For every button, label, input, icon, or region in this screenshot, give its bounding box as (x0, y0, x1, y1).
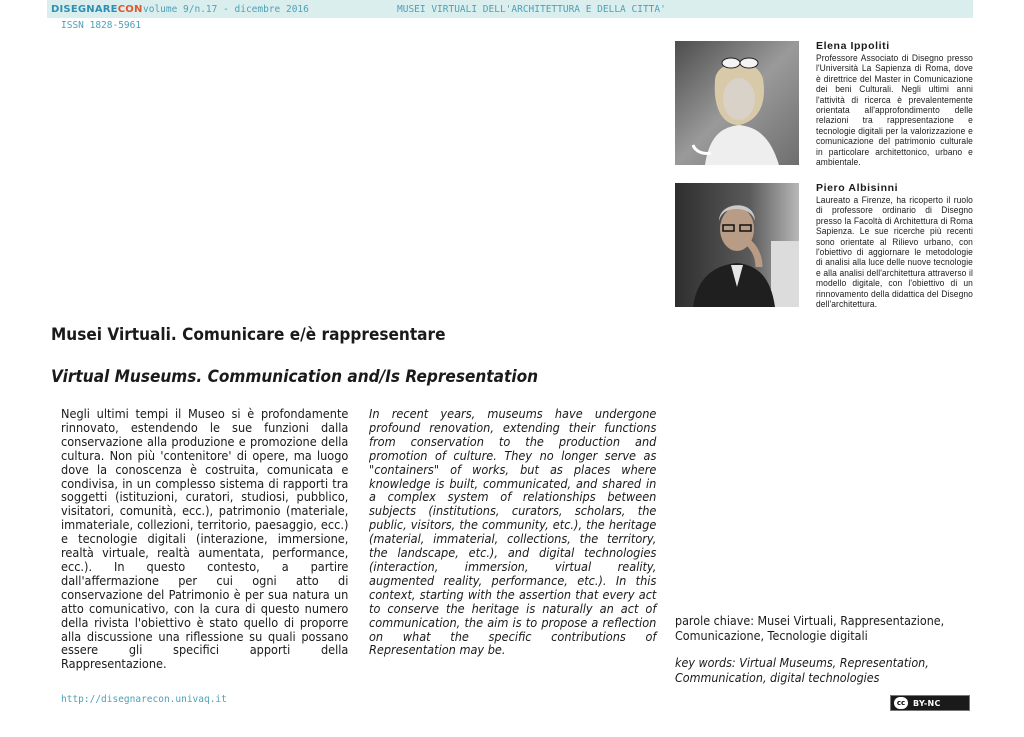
author-name: Piero Albisinni (816, 182, 899, 194)
article-title-italian: Musei Virtuali. Comunicare e/è rappresentare (51, 325, 446, 344)
keywords-italian-text: parole chiave: Musei Virtuali, Rappresentazione, Comunicazione, Tecnologie digitali (675, 614, 945, 643)
author-name: Elena Ippoliti (816, 40, 890, 52)
article-title-english: Virtual Museums. Communication and/Is Representation (51, 367, 539, 386)
author-photo-elena-ippoliti (675, 41, 799, 165)
keywords-english (675, 656, 965, 686)
cc-license-badge[interactable] (890, 695, 970, 711)
creative-commons-icon: cc (894, 697, 908, 709)
abstract-italian (61, 408, 348, 672)
abstract-italian-text: Negli ultimi tempi il Museo si è profondamente rinnovato, estendendo le sue funzioni dalla conservazione alla produzione e promozione della cultura. Non più 'contenitore' di opere, ma luogo dove la conoscenza è costruita, comunicata e condivisa, in un complesso sistema di rapporti tra soggetti (istituzioni, curatori, studiosi, pubblico, visitatori, comunità, ecc.), patrimonio (materiale, immateriale, collezioni, territorio, paesaggio, ecc.) e tecnologie digitali (interazione, immersione, realtà virtuale, realtà aumentata, performance, ecc.). In questo contesto, a partire dall'affermazione per cui ogni atto di conservazione del Patrimonio è per sua natura un atto comunicativo, con la cura di questo numero della rivista l'obiettivo è stato quello di proporre alla discussione una riflessione su quali possano essere gli specifici apporti della Rappresentazione. (61, 407, 349, 672)
journal-url-link[interactable]: http://disegnarecon.univaq.it (61, 694, 227, 705)
portrait-image (675, 183, 799, 307)
author-bio-text: Professore Associato di Disegno presso l'Università La Sapienza di Roma, dove è direttrice del Master in Comunicazione dei beni Culturali. Negli ultimi anni l'attività di ricerca è prevalentemente orientata all'approfondimento delle relazioni tra rappresentazione e tecnologie digitali per la valorizzazione e comunicazione del patrimonio culturale in particolare architettonico, urbano e ambientale. (816, 53, 973, 168)
keywords-english-text: key words: Virtual Museums, Representation, Communication, digital technologies (675, 656, 929, 685)
author-bio-piero-albisinni (816, 182, 973, 309)
issn: ISSN 1828-5961 (61, 20, 142, 31)
volume-info: volume 9/n.17 - dicembre 2016 (143, 4, 309, 15)
abstract-english (369, 408, 656, 658)
author-photo-piero-albisinni (675, 183, 799, 307)
author-bio-text: Laureato a Firenze, ha ricoperto il ruolo di professore ordinario di Disegno presso la Facoltà di Architettura di Roma Sapienza. Le sue ricerche più recenti sono orientate al Rilievo urbano, con l'obiettivo di aggiornare le metodologie di analisi alla luce delle nuove tecnologie e alla analisi dell'architettura attraverso il modello digitale, con l'obiettivo di un rinnovamento della didattica del Disegno dell'architettura. (816, 195, 973, 310)
keywords-italian (675, 614, 965, 644)
license-label: BY-NC (913, 698, 941, 708)
journal-logo: DISEGNARECON (51, 4, 143, 15)
author-bio-elena-ippoliti (816, 40, 973, 167)
section-title: MUSEI VIRTUALI DELL'ARCHITETTURA E DELLA CITTA' (397, 4, 666, 15)
abstract-english-text: In recent years, museums have undergone profound renovation, extending their functions from conservation to the production and promotion of culture. They no longer serve as "containers" of works, but as places where knowledge is built, communicated, and shared in a complex system of relationships between subjects (institutions, curators, scholars, the public, visitors, the community, etc.), the heritage (material, immaterial, collections, the territory, the landscape, etc.), and digital technologies (interaction, immersion, virtual reality, augmented reality, performance, etc.). In this context, starting with the assertion that every act to conserve the heritage is naturally an act of communication, the aim is to propose a reflection on what the specific contributions of Representation may be. (369, 407, 657, 658)
portrait-image (675, 41, 799, 165)
